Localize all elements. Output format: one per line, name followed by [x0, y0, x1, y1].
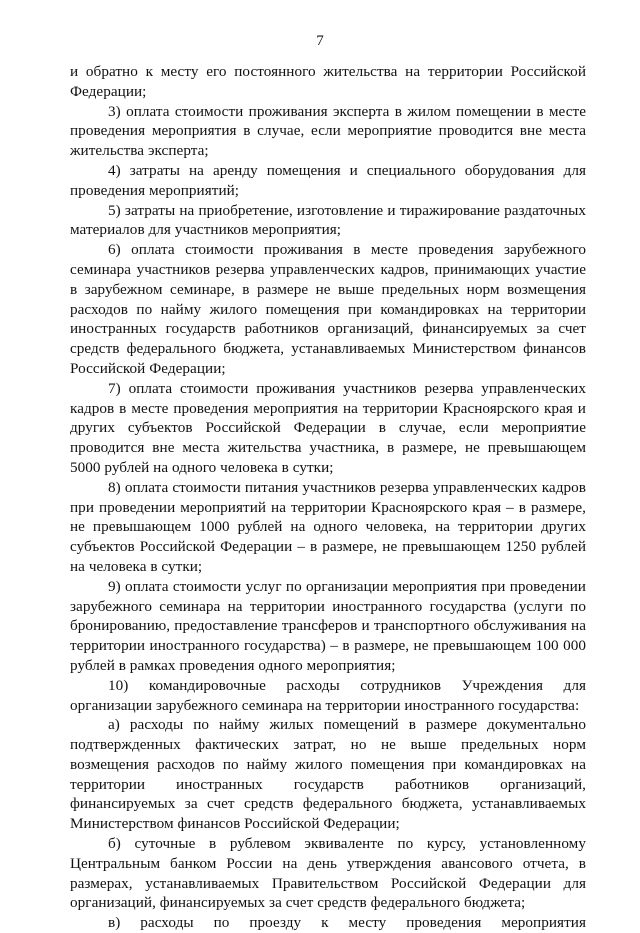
paragraph-subitem-v: в) расходы по проезду к месту проведения мероприятия	[108, 914, 586, 932]
paragraph-item-5: 5) затраты на приобретение, изготовление и тиражирование раздаточных материалов для участников мероприятия;	[70, 201, 586, 239]
paragraph-item-10: 10) командировочные расходы сотрудников Учреждения для организации зарубежного семинара на территории иностранного государства:	[70, 676, 586, 714]
paragraph-item-4: 4) затраты на аренду помещения и специального оборудования для проведения мероприятий;	[70, 161, 586, 199]
page-number: 7	[316, 33, 324, 49]
paragraph-item-8: 8) оплата стоимости питания участников резерва управленческих кадров при проведении мероприятий на территории Красноярского края – в размере, не превышающем 1000 рублей на одного человека, на территории других субъектов Российской Федерации – в размере, не превышающем 1250 рублей на человека в сутки;	[70, 478, 586, 575]
paragraph-item-9: 9) оплата стоимости услуг по организации мероприятия при проведении зарубежного семинара на территории иностранного государства (услуги по бронированию, предоставление трансферов и транспортного обслуживания на территории иностранного государства) – в размере, не превышающем 100 000 рублей в рамках проведения одного мероприятия;	[70, 577, 586, 674]
paragraph-item-3: 3) оплата стоимости проживания эксперта в жилом помещении в месте проведения мероприятия в случае, если мероприятие проводится вне места жительства эксперта;	[70, 102, 586, 160]
paragraph-subitem-a: а) расходы по найму жилых помещений в размере документально подтвержденных фактических затрат, но не выше предельных норм возмещения расходов по найму жилого помещения при командировках на территории иностранных государств работников организаций, финансируемых за счет средств федерального бюджета, устанавливаемых Министерством финансов Российской Федерации;	[70, 716, 586, 833]
paragraph-continuation: и обратно к месту его постоянного жительства на территории Российской Федерации;	[70, 63, 586, 100]
paragraph-subitem-b: б) суточные в рублевом эквиваленте по курсу, установленному Центральным банком России на день утверждения авансового отчета, в размерах, устанавливаемых Правительством Российской Федерации для организаций, финансируемых за счет средств федерального бюджета;	[70, 835, 586, 912]
paragraph-item-6: 6) оплата стоимости проживания в месте проведения зарубежного семинара участников резерва управленческих кадров, принимающих участие в зарубежном семинаре, в размере не выше предельных норм возмещения расходов по найму жилого помещения при командировках на территории иностранных государств работников организаций, финансируемых за счет средств федерального бюджета, устанавливаемых Министерством финансов Российской Федерации;	[70, 241, 586, 377]
document-body	[70, 62, 586, 933]
paragraph-item-7: 7) оплата стоимости проживания участников резерва управленческих кадров в месте проведения мероприятия на территории Красноярского края и других субъектов Российской Федерации в случае, если мероприятие проводится вне места жительства участника, в размере, не превышающем 5000 рублей на одного человека в сутки;	[70, 379, 586, 476]
